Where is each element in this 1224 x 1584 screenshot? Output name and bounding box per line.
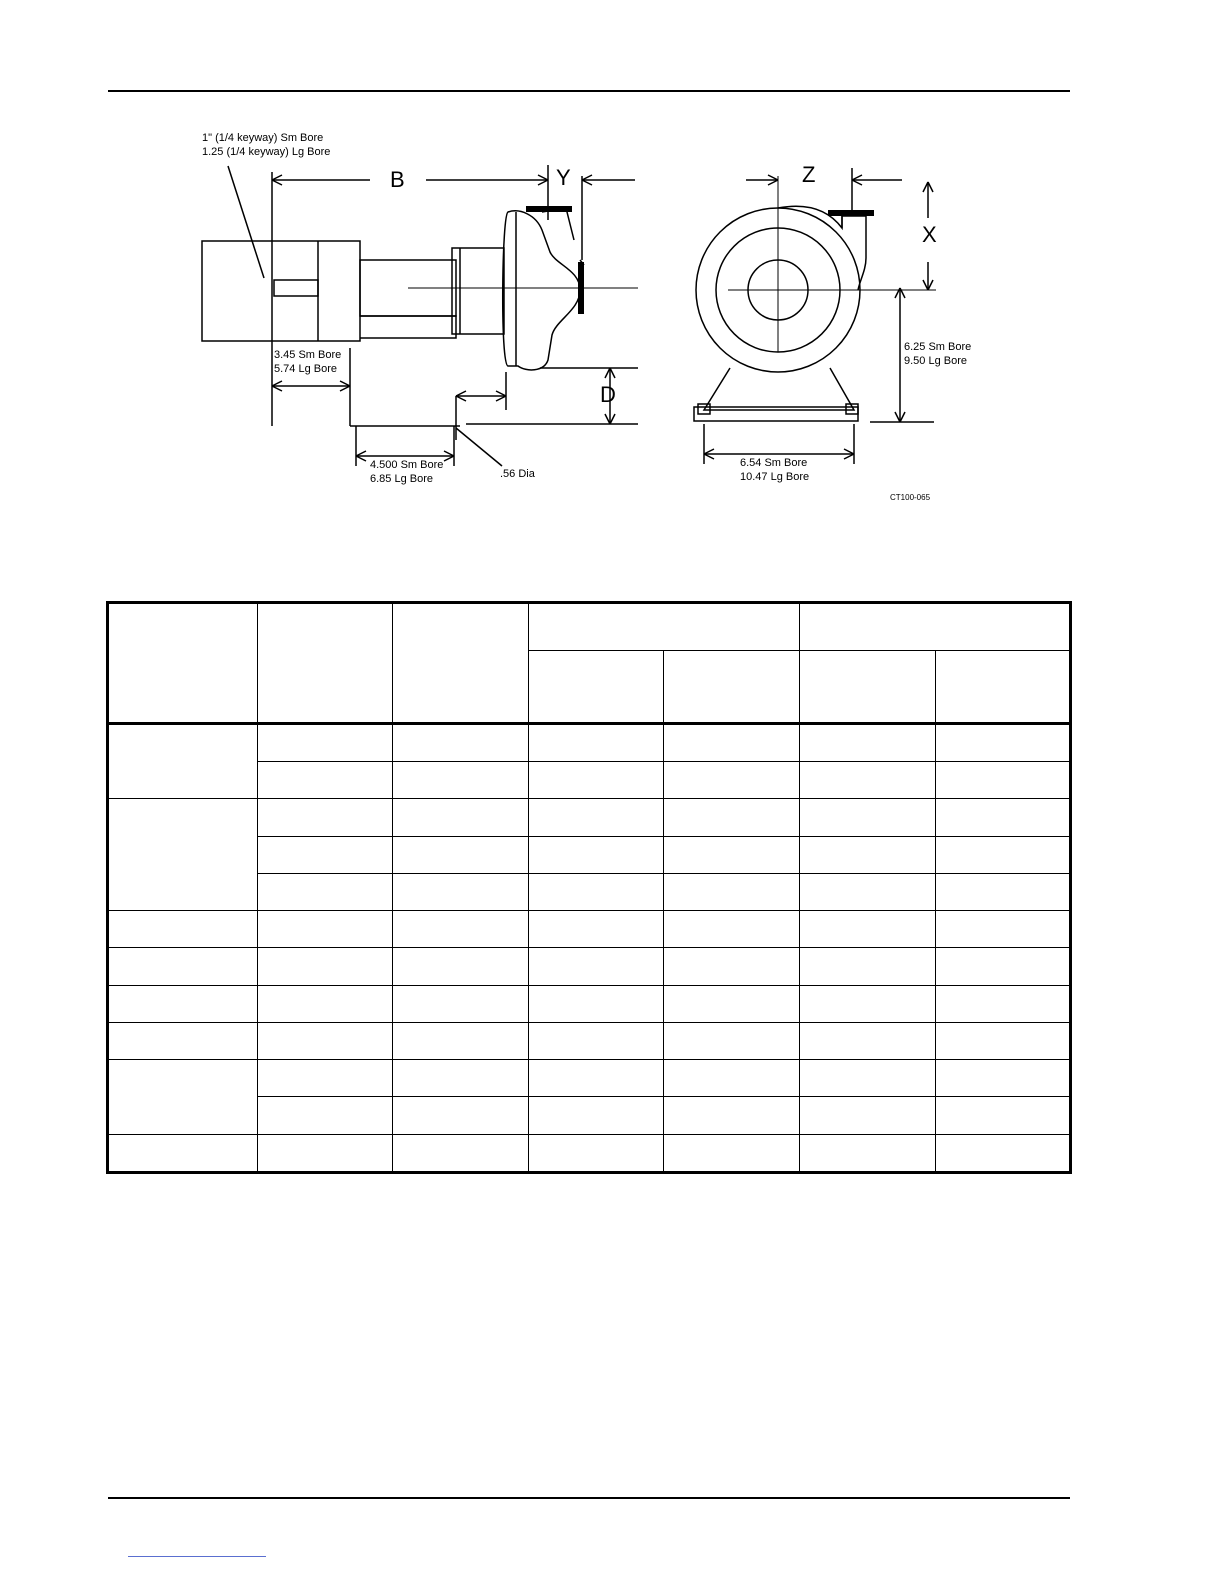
table-group-cell bbox=[108, 985, 258, 1022]
height-label-line2: 9.50 Lg Bore bbox=[904, 355, 967, 367]
header-cell bbox=[258, 603, 393, 724]
table-cell bbox=[258, 836, 393, 873]
shaft-label-line1: 1" (1/4 keyway) Sm Bore bbox=[202, 132, 324, 144]
table-cell bbox=[800, 1022, 936, 1059]
discharge-flange bbox=[526, 206, 572, 212]
header-group-cell bbox=[529, 603, 800, 651]
table-cell bbox=[529, 1097, 664, 1134]
suction-flange bbox=[578, 262, 584, 314]
table-cell bbox=[393, 799, 529, 836]
table-cell bbox=[936, 762, 1071, 799]
table-cell bbox=[393, 948, 529, 985]
table-cell bbox=[529, 1134, 664, 1172]
hole-leader bbox=[456, 428, 502, 466]
table-cell bbox=[258, 1097, 393, 1134]
table-cell bbox=[664, 985, 800, 1022]
width-label-line1: 6.54 Sm Bore bbox=[740, 457, 808, 469]
table-cell bbox=[800, 948, 936, 985]
dim-label-b: B bbox=[390, 167, 405, 192]
table-cell bbox=[664, 1097, 800, 1134]
table-cell bbox=[664, 723, 800, 761]
coupling-label-line1: 3.45 Sm Bore bbox=[274, 349, 342, 361]
table-cell bbox=[800, 836, 936, 873]
shaft-keyway bbox=[274, 280, 318, 296]
shaft-label-line2: 1.25 (1/4 keyway) Lg Bore bbox=[202, 146, 331, 158]
table-cell bbox=[529, 985, 664, 1022]
base-label-line2: 6.85 Lg Bore bbox=[370, 473, 433, 485]
table-group-cell bbox=[108, 948, 258, 985]
height-label-line1: 6.25 Sm Bore bbox=[904, 341, 972, 353]
subheader-cell bbox=[664, 651, 800, 724]
table-cell bbox=[936, 1022, 1071, 1059]
drawing-code: CT100-065 bbox=[890, 493, 931, 502]
table-cell bbox=[800, 799, 936, 836]
table-cell bbox=[529, 1022, 664, 1059]
table-row bbox=[108, 1022, 1071, 1059]
table-cell bbox=[800, 723, 936, 761]
table-group-cell bbox=[108, 723, 258, 799]
table-body bbox=[108, 723, 1071, 1172]
table-cell bbox=[936, 799, 1071, 836]
table-cell bbox=[800, 873, 936, 910]
table-cell bbox=[393, 1022, 529, 1059]
table-cell bbox=[664, 1134, 800, 1172]
table-cell bbox=[800, 1097, 936, 1134]
table-cell bbox=[936, 1060, 1071, 1097]
table-cell bbox=[800, 1060, 936, 1097]
dim-label-y: Y bbox=[556, 165, 571, 190]
table-cell bbox=[936, 911, 1071, 948]
table-cell bbox=[936, 723, 1071, 761]
table-cell bbox=[393, 836, 529, 873]
table-row bbox=[108, 1060, 1071, 1097]
table-group-cell bbox=[108, 799, 258, 911]
table-header-row bbox=[108, 603, 1071, 651]
table-cell bbox=[529, 1060, 664, 1097]
table-cell bbox=[529, 762, 664, 799]
table-group-cell bbox=[108, 1134, 258, 1172]
table-cell bbox=[529, 799, 664, 836]
table-cell bbox=[664, 799, 800, 836]
table-row bbox=[108, 723, 1071, 761]
table-cell bbox=[258, 1022, 393, 1059]
table-row bbox=[108, 985, 1071, 1022]
table-cell bbox=[529, 836, 664, 873]
table-cell bbox=[393, 723, 529, 761]
table-cell bbox=[529, 911, 664, 948]
table-group-cell bbox=[108, 1060, 258, 1135]
table-cell bbox=[936, 836, 1071, 873]
table-cell bbox=[800, 762, 936, 799]
hole-label: .56 Dia bbox=[500, 468, 535, 480]
table-row bbox=[108, 948, 1071, 985]
table-cell bbox=[258, 911, 393, 948]
table-cell bbox=[529, 723, 664, 761]
table-cell bbox=[393, 1097, 529, 1134]
dim-label-x: X bbox=[922, 222, 937, 247]
table-cell bbox=[664, 1022, 800, 1059]
header-group-cell bbox=[800, 603, 1071, 651]
width-label-line2: 10.47 Lg Bore bbox=[740, 471, 810, 483]
table-cell bbox=[936, 1134, 1071, 1172]
footer-link-underline[interactable] bbox=[128, 1556, 266, 1557]
table-cell bbox=[664, 836, 800, 873]
table-cell bbox=[936, 1097, 1071, 1134]
header-cell bbox=[108, 603, 258, 724]
table-cell bbox=[258, 1134, 393, 1172]
table-cell bbox=[258, 723, 393, 761]
pump-base bbox=[704, 368, 854, 410]
table-cell bbox=[393, 1060, 529, 1097]
table-cell bbox=[664, 1060, 800, 1097]
table-cell bbox=[936, 948, 1071, 985]
base-label-line1: 4.500 Sm Bore bbox=[370, 459, 444, 471]
table-cell bbox=[800, 985, 936, 1022]
table-cell bbox=[664, 762, 800, 799]
table-cell bbox=[936, 985, 1071, 1022]
header-rule bbox=[108, 90, 1070, 92]
table-cell bbox=[393, 1134, 529, 1172]
table-cell bbox=[393, 911, 529, 948]
table-cell bbox=[393, 762, 529, 799]
table-row bbox=[108, 1134, 1071, 1172]
table-cell bbox=[258, 762, 393, 799]
subheader-cell bbox=[800, 651, 936, 724]
table-group-cell bbox=[108, 1022, 258, 1059]
dim-label-z: Z bbox=[802, 162, 816, 187]
table-row bbox=[108, 911, 1071, 948]
table-cell bbox=[664, 873, 800, 910]
table-cell bbox=[258, 1060, 393, 1097]
motor-body bbox=[202, 241, 360, 341]
subheader-cell bbox=[936, 651, 1071, 724]
table-row bbox=[108, 799, 1071, 836]
dimension-table bbox=[106, 601, 1072, 1174]
header-cell bbox=[393, 603, 529, 724]
dim-label-d: D bbox=[600, 382, 616, 407]
casing-side bbox=[503, 211, 580, 370]
table-cell bbox=[258, 985, 393, 1022]
table-cell bbox=[393, 985, 529, 1022]
table-cell bbox=[936, 873, 1071, 910]
subheader-cell bbox=[529, 651, 664, 724]
table-cell bbox=[258, 873, 393, 910]
table-cell bbox=[258, 948, 393, 985]
table-cell bbox=[529, 948, 664, 985]
shaft-leader bbox=[228, 166, 264, 278]
table-cell bbox=[800, 911, 936, 948]
table-group-cell bbox=[108, 911, 258, 948]
footer-rule bbox=[108, 1497, 1070, 1499]
table-cell bbox=[664, 911, 800, 948]
table-cell bbox=[800, 1134, 936, 1172]
table-cell bbox=[393, 873, 529, 910]
front-discharge-flange bbox=[828, 210, 874, 216]
pump-dimension-drawing bbox=[190, 120, 990, 520]
table-cell bbox=[258, 799, 393, 836]
coupling-label-line2: 5.74 Lg Bore bbox=[274, 363, 337, 375]
table-cell bbox=[664, 948, 800, 985]
table-cell bbox=[529, 873, 664, 910]
